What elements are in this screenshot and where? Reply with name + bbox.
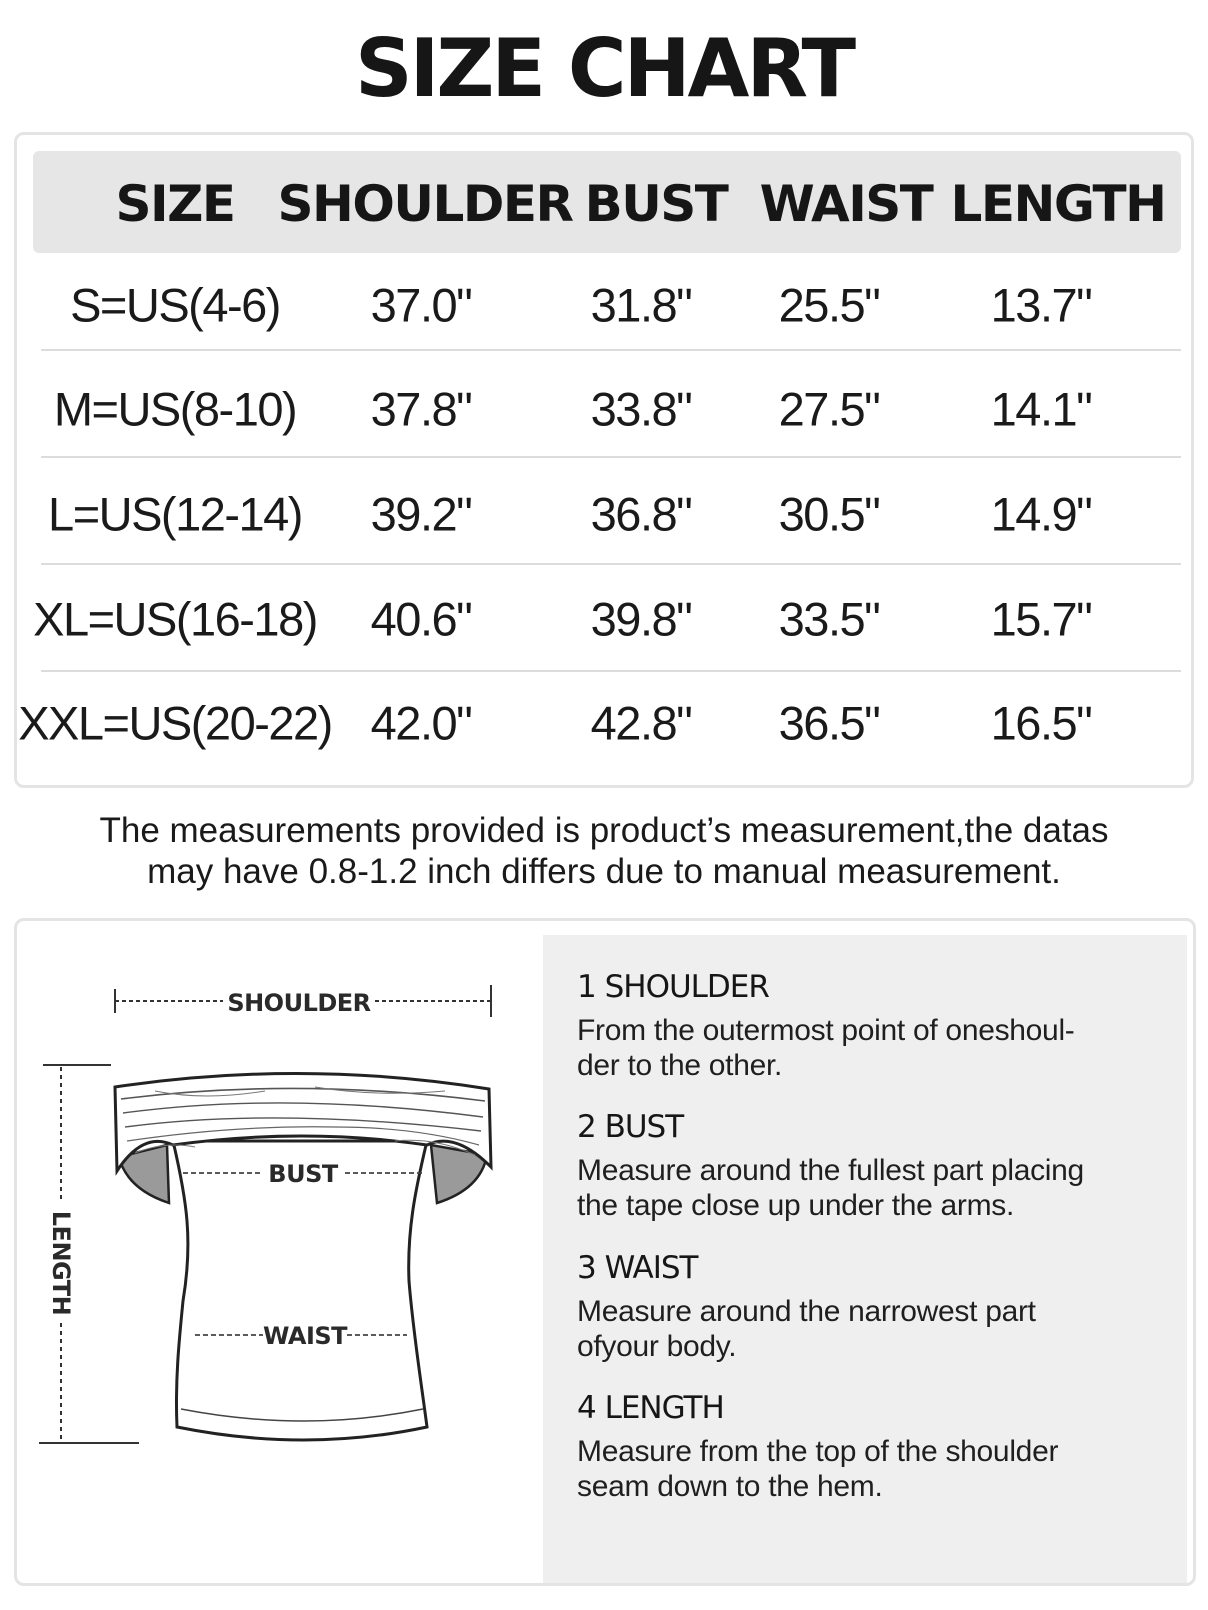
- length-cell: 16.5": [990, 696, 1092, 750]
- off-shoulder-top-illustration: [35, 941, 555, 1581]
- garment-diagram: [35, 941, 555, 1581]
- guide-line: From the outermost point of oneshoul-: [577, 1014, 1075, 1047]
- waist-label: WAIST: [262, 1322, 348, 1350]
- table-row: [17, 355, 1191, 463]
- row-divider: [41, 456, 1181, 458]
- row-divider: [41, 349, 1181, 351]
- header-bust: BUST: [584, 175, 728, 233]
- length-label: LENGTH: [47, 1210, 75, 1316]
- guide-description: [577, 1153, 1177, 1223]
- header-length: LENGTH: [950, 175, 1166, 233]
- table-row: [17, 251, 1191, 359]
- measurement-note: [0, 810, 1208, 892]
- guide-line: seam down to the hem.: [577, 1470, 883, 1503]
- size-cell: XL=US(16-18): [33, 592, 317, 646]
- guide-description: [577, 1294, 1177, 1364]
- header-size: SIZE: [115, 175, 235, 233]
- size-cell: XXL=US(20-22): [18, 696, 332, 750]
- guide-item-waist: [577, 1250, 1177, 1364]
- guide-line: ofyour body.: [577, 1330, 737, 1363]
- measurement-guide: [543, 935, 1187, 1583]
- shoulder-label: SHOULDER: [227, 989, 371, 1017]
- how-to-measure-section: [14, 918, 1196, 1586]
- length-cell: 14.9": [990, 487, 1092, 541]
- bust-cell: 33.8": [590, 382, 692, 436]
- page-title: SIZE CHART: [354, 22, 854, 115]
- guide-description: [577, 1013, 1177, 1083]
- guide-item-length: [577, 1390, 1177, 1504]
- table-row: [17, 460, 1191, 568]
- note-line: may have 0.8-1.2 inch differs due to manual measurement.: [147, 852, 1061, 891]
- guide-title: 2 BUST: [577, 1109, 684, 1145]
- guide-line: der to the other.: [577, 1049, 783, 1082]
- header-waist: WAIST: [759, 175, 933, 233]
- guide-item-shoulder: [577, 969, 1177, 1083]
- size-cell: M=US(8-10): [53, 382, 297, 436]
- shoulder-cell: 37.8": [370, 382, 472, 436]
- bust-label: BUST: [268, 1160, 338, 1188]
- guide-item-bust: [577, 1109, 1177, 1223]
- waist-cell: 25.5": [778, 278, 880, 332]
- length-cell: 13.7": [990, 278, 1092, 332]
- guide-title: 4 LENGTH: [577, 1390, 724, 1426]
- guide-description: [577, 1434, 1177, 1504]
- shoulder-cell: 37.0": [370, 278, 472, 332]
- bust-cell: 39.8": [590, 592, 692, 646]
- guide-title: 1 SHOULDER: [577, 969, 769, 1005]
- waist-cell: 27.5": [778, 382, 880, 436]
- guide-line: Measure around the fullest part placing: [577, 1154, 1084, 1187]
- note-line: The measurements provided is product’s measurement,the datas: [99, 811, 1109, 850]
- bust-cell: 36.8": [590, 487, 692, 541]
- length-cell: 14.1": [990, 382, 1092, 436]
- table-row: [17, 669, 1191, 777]
- waist-cell: 30.5": [778, 487, 880, 541]
- length-cell: 15.7": [990, 592, 1092, 646]
- table-row: [17, 565, 1191, 673]
- shoulder-cell: 42.0": [370, 696, 472, 750]
- header-shoulder: SHOULDER: [277, 175, 573, 233]
- guide-title: 3 WAIST: [577, 1250, 698, 1286]
- table-header: [33, 151, 1181, 253]
- shoulder-cell: 40.6": [370, 592, 472, 646]
- shoulder-cell: 39.2": [370, 487, 472, 541]
- waist-cell: 33.5": [778, 592, 880, 646]
- guide-line: the tape close up under the arms.: [577, 1189, 1015, 1222]
- guide-line: Measure around the narrowest part: [577, 1295, 1036, 1328]
- size-cell: L=US(12-14): [48, 487, 302, 541]
- size-chart-table: [14, 132, 1194, 788]
- waist-cell: 36.5": [778, 696, 880, 750]
- bust-cell: 42.8": [590, 696, 692, 750]
- guide-line: Measure from the top of the shoulder: [577, 1435, 1059, 1468]
- size-cell: S=US(4-6): [70, 278, 280, 332]
- bust-cell: 31.8": [590, 278, 692, 332]
